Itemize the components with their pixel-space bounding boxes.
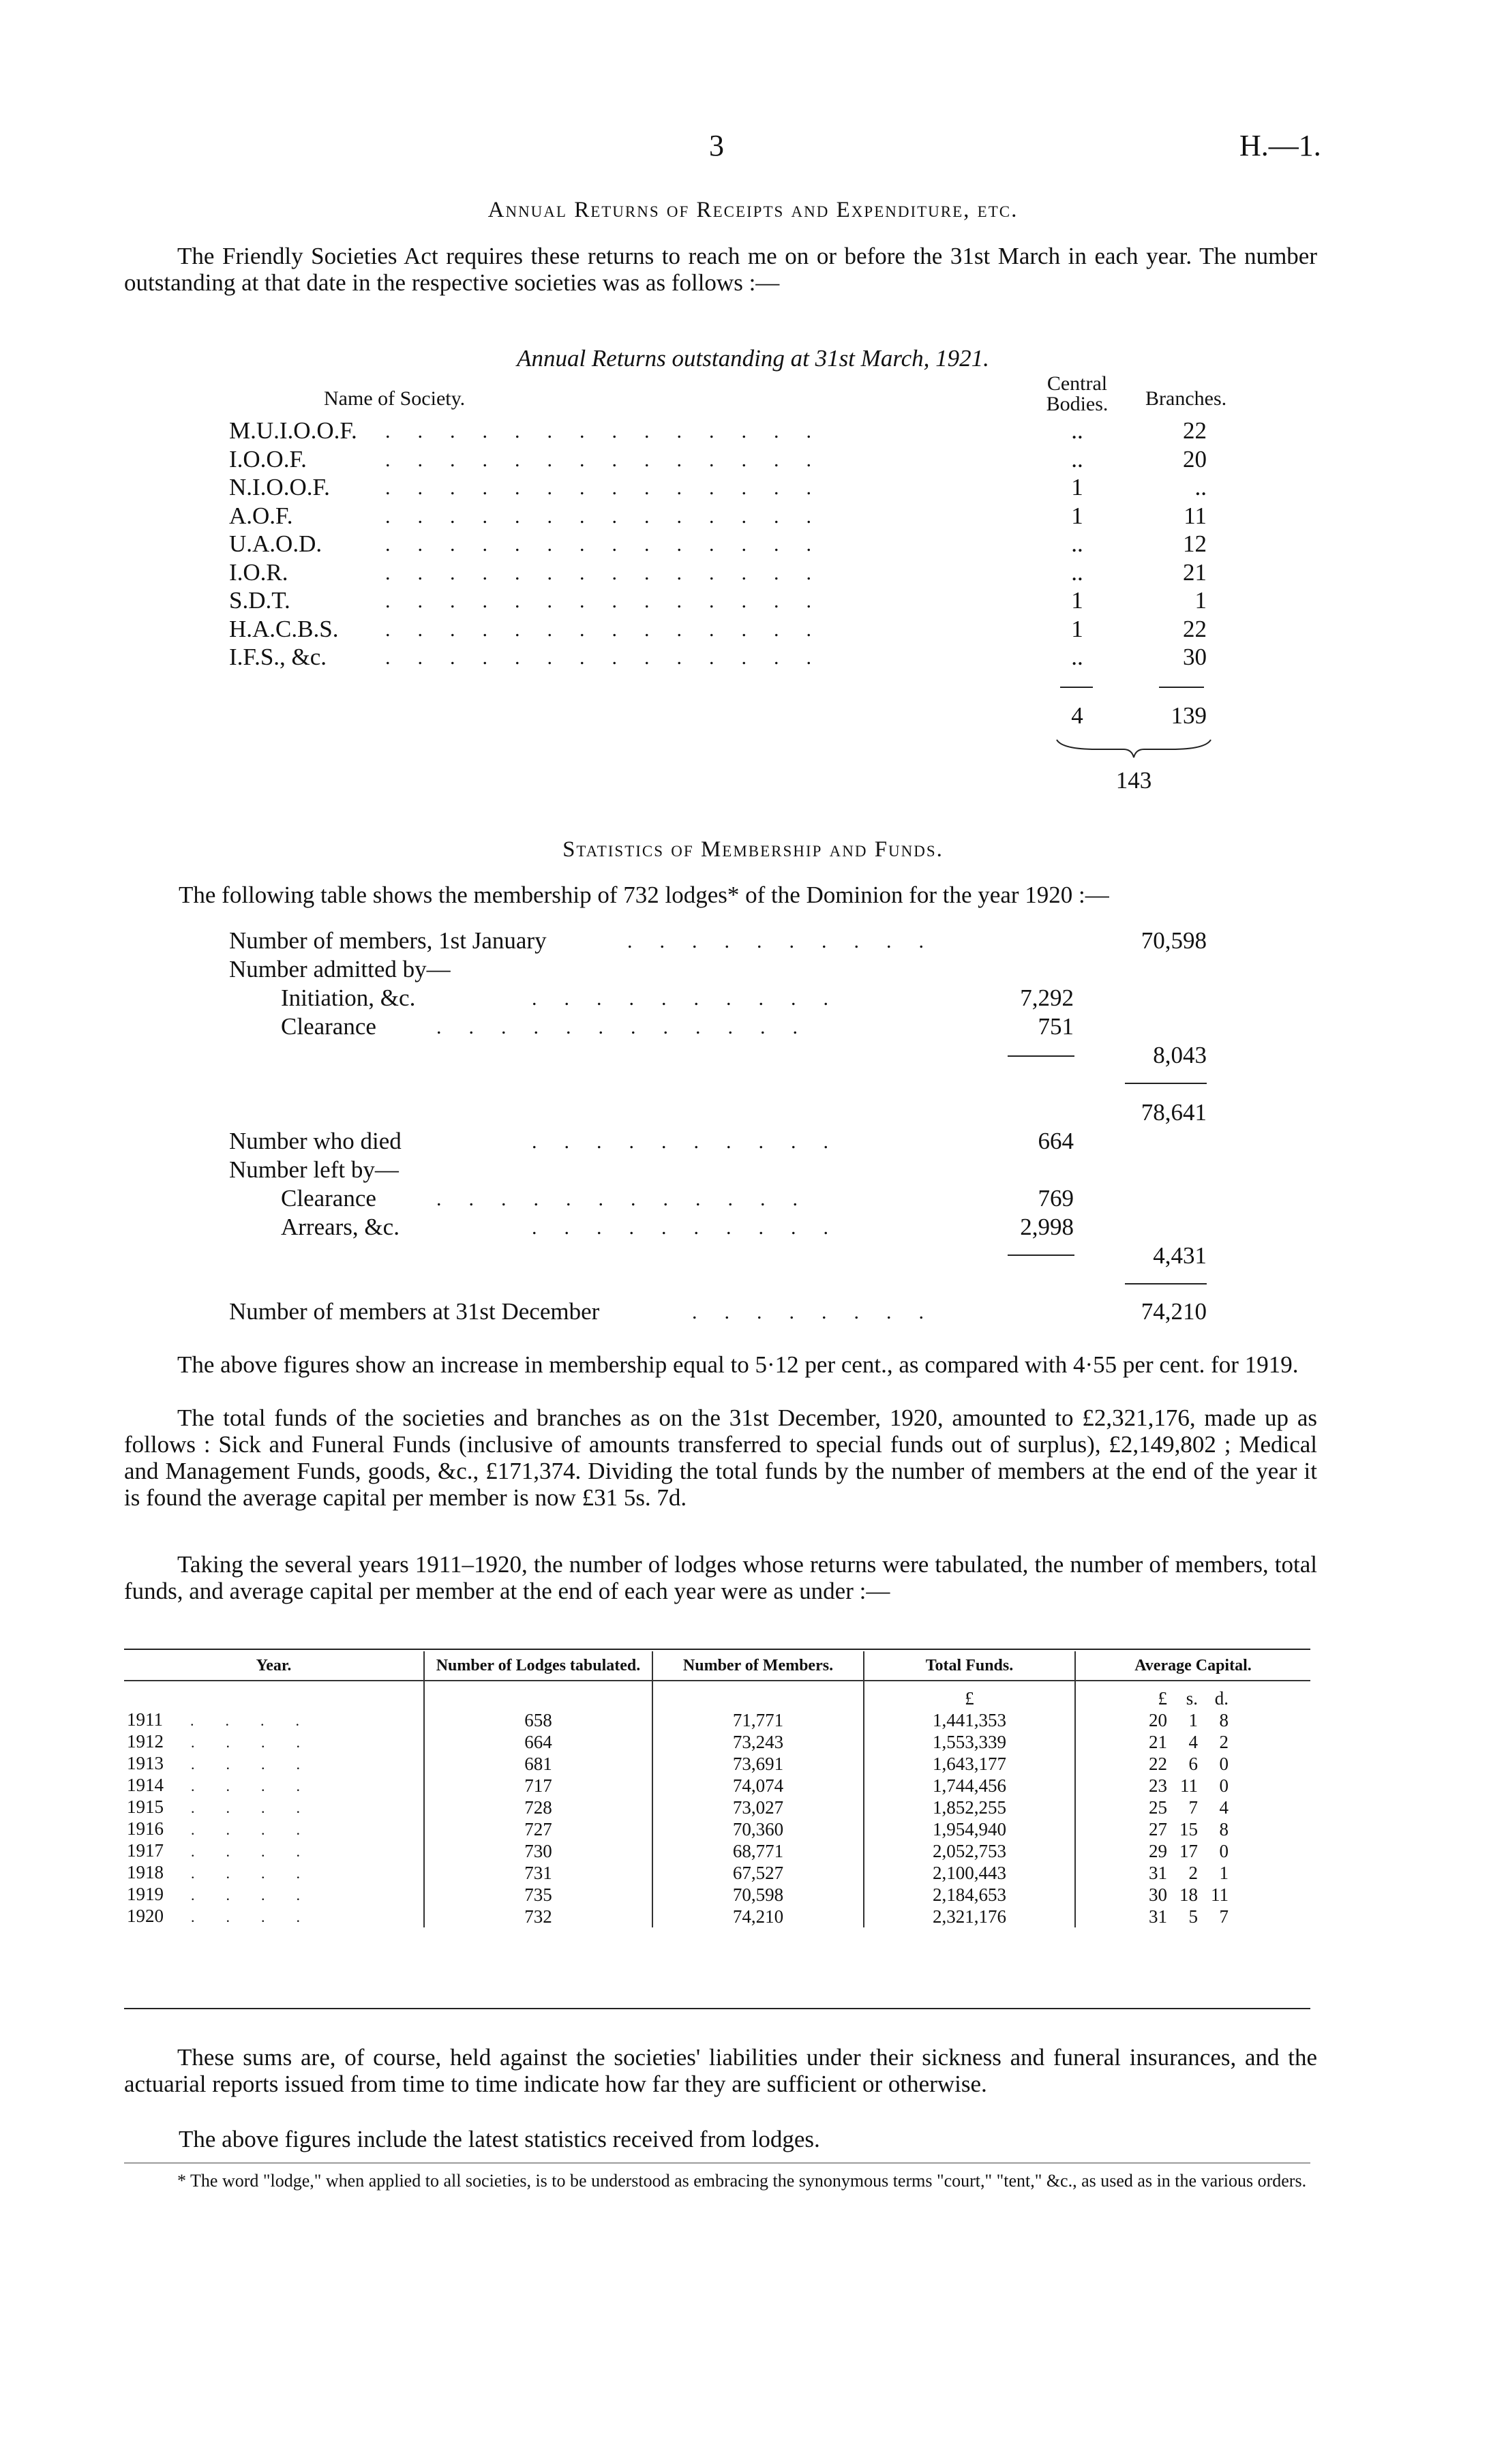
branches-value: 20 (1183, 446, 1207, 472)
grand-total: 143 (1115, 767, 1152, 794)
funds-cell: 1,643,177 (864, 1753, 1075, 1775)
avg-capital-cell (1075, 1709, 1310, 1731)
funds-table-header (124, 1651, 1310, 1681)
branches-value: 22 (1183, 616, 1207, 642)
lodges-cell: 735 (424, 1884, 652, 1906)
year-cell: 1915 (127, 1797, 164, 1817)
initiation-value: 7,292 (1020, 985, 1074, 1011)
year-cell: 1914 (127, 1775, 164, 1795)
avg-pence: 11 (1211, 1884, 1229, 1905)
paragraph-several-years: Taking the several years 1911–1920, the number of lodges whose returns were tabulated, the number of members, total funds, and average capital per member at the end of each year were as under :— (124, 1551, 1317, 1604)
dot-leader: .... (191, 1865, 331, 1882)
members-dec-value: 74,210 (1141, 1298, 1207, 1325)
table-row (124, 1709, 1310, 1731)
table-row (124, 1775, 1310, 1797)
avg-capital-cell (1075, 1797, 1310, 1818)
rule-branches-total (1159, 687, 1204, 688)
col-members: Number of Members. (652, 1651, 864, 1681)
year-cell: 1916 (127, 1818, 164, 1839)
society-name: U.A.O.D. (229, 530, 322, 557)
members-cell: 73,027 (652, 1797, 864, 1818)
dot-leader: .............. (385, 505, 839, 528)
year-cell: 1917 (127, 1840, 164, 1861)
members-jan-value: 70,598 (1141, 927, 1207, 954)
year-cell: 1912 (127, 1731, 164, 1752)
funds-cell: 1,852,255 (864, 1797, 1075, 1818)
funds-cell: 1,553,339 (864, 1731, 1075, 1753)
paragraph-total-funds: The total funds of the societies and branches as on the 31st December, 1920, amounted to £2,321,176, made up as follows : Sick and Funeral Funds (inclusive of amounts transferred to special funds out of surplus), £2,149,802 ; Medical and Management Funds, goods, &c., £171,374. Dividing the total funds by the number of members at the end of the year it is found the average capital per member is now £31 5s. 7d. (124, 1404, 1317, 1511)
funds-cell: 2,052,753 (864, 1840, 1075, 1862)
avg-capital-cell (1075, 1818, 1310, 1840)
members-cell: 73,691 (652, 1753, 864, 1775)
branches-value: 11 (1184, 502, 1207, 529)
avg-shillings: 18 (1179, 1884, 1198, 1905)
central-bodies-value: .. (1071, 530, 1083, 557)
branches-value: 22 (1183, 417, 1207, 444)
avg-capital-cell (1075, 1775, 1310, 1797)
admitted-by-label: Number admitted by— (229, 956, 451, 982)
avg-shillings: 4 (1188, 1731, 1198, 1752)
avg-capital-cell (1075, 1753, 1310, 1775)
lodges-cell: 717 (424, 1775, 652, 1797)
unit-avg-pounds: £ (1158, 1688, 1167, 1709)
avg-capital-cell (1075, 1731, 1310, 1753)
footnote: * The word "lodge," when applied to all societies, is to be understood as embracing the synonymous terms "court," "tent," &c., as used as in the various orders. (177, 2171, 1307, 2191)
avg-pence: 7 (1219, 1906, 1229, 1927)
year-cell: 1918 (127, 1862, 164, 1882)
table-row (124, 1840, 1310, 1862)
members-cell: 73,243 (652, 1731, 864, 1753)
funds-cell: 1,744,456 (864, 1775, 1075, 1797)
dot-leader: .... (191, 1887, 331, 1904)
dot-leader: .............. (385, 646, 839, 669)
lodges-cell: 664 (424, 1731, 652, 1753)
clearance-out-value: 769 (1038, 1185, 1074, 1212)
unit-avg-shillings: s. (1186, 1688, 1198, 1709)
avg-pence: 0 (1219, 1840, 1229, 1861)
lodges-cell: 731 (424, 1862, 652, 1884)
central-bodies-value: .. (1071, 644, 1083, 670)
central-bodies-value: 1 (1071, 474, 1083, 500)
unit-avg-pence: d. (1214, 1688, 1229, 1709)
dot-leader: .... (191, 1821, 331, 1838)
members-cell: 74,074 (652, 1775, 864, 1797)
funds-cell: 2,100,443 (864, 1862, 1075, 1884)
table-row (124, 1731, 1310, 1753)
died-label: Number who died (229, 1128, 402, 1154)
arrears-value: 2,998 (1020, 1214, 1074, 1240)
document-reference: H.—1. (1239, 129, 1321, 162)
year-cell: 1911 (127, 1709, 163, 1730)
col-central-line1: Central (1046, 372, 1108, 395)
central-bodies-value: 1 (1071, 587, 1083, 614)
col-lodges: Number of Lodges tabulated. (424, 1651, 652, 1681)
avg-pence: 1 (1219, 1862, 1229, 1883)
brace-total (1055, 738, 1212, 759)
initiation-label: Initiation, &c. (281, 985, 416, 1011)
funds-table-bottom-rule (124, 2008, 1310, 2009)
lodges-cell: 728 (424, 1797, 652, 1818)
col-central-bodies (1023, 374, 1132, 415)
clearance-in-value: 751 (1038, 1013, 1074, 1040)
society-name: I.F.S., &c. (229, 644, 327, 670)
central-bodies-value: 1 (1071, 616, 1083, 642)
avg-pence: 2 (1219, 1731, 1229, 1752)
central-bodies-value: .. (1071, 559, 1083, 586)
funds-table-top-rule (124, 1649, 1310, 1650)
table-row (124, 1906, 1310, 1927)
dot-leader: .... (191, 1908, 331, 1925)
total-branches: 139 (1171, 702, 1207, 729)
year-cell: 1920 (127, 1906, 164, 1926)
dot-leader: .............. (385, 449, 839, 471)
avg-pence: 0 (1219, 1775, 1229, 1796)
dot-leader: ........ (692, 1301, 951, 1323)
admitted-total: 8,043 (1153, 1042, 1207, 1068)
funds-cell: 1,441,353 (864, 1709, 1075, 1731)
annual-returns-heading: Annual Returns of Receipts and Expenditure, etc. (487, 198, 1019, 222)
society-name: I.O.O.F. (229, 446, 307, 472)
dot-leader: .............. (385, 618, 839, 641)
avg-pence: 8 (1219, 1818, 1229, 1839)
dot-leader: ............ (436, 1188, 825, 1210)
died-value: 664 (1038, 1128, 1074, 1154)
society-name: S.D.T. (229, 587, 290, 614)
branches-value: .. (1194, 474, 1207, 500)
paragraph-liabilities: These sums are, of course, held against the societies' liabilities under their sickness and funeral insurances, and the actuarial reports issued from time to time indicate how far they are sufficient or otherwise. (124, 2044, 1317, 2097)
avg-pounds: 23 (1149, 1775, 1167, 1796)
avg-capital-cell (1075, 1840, 1310, 1862)
avg-capital-cell (1075, 1862, 1310, 1884)
branches-value: 12 (1183, 530, 1207, 557)
clearance-in-label: Clearance (281, 1013, 376, 1040)
funds-cell: 1,954,940 (864, 1818, 1075, 1840)
avg-pounds: 21 (1149, 1731, 1167, 1752)
avg-capital-cell (1075, 1906, 1310, 1927)
avg-pounds: 20 (1149, 1709, 1167, 1730)
society-name: I.O.R. (229, 559, 288, 586)
members-cell: 74,210 (652, 1906, 864, 1927)
left-by-label: Number left by— (229, 1156, 399, 1183)
dot-leader: .......... (532, 987, 856, 1010)
central-bodies-value: 1 (1071, 502, 1083, 529)
table-row (124, 1884, 1310, 1906)
returns-table-title: Annual Returns outstanding at 31st March, 1921. (517, 345, 989, 372)
branches-value: 1 (1194, 587, 1207, 614)
membership-heading: Statistics of Membership and Funds. (562, 837, 944, 862)
avg-pounds: 30 (1149, 1884, 1167, 1905)
avg-shillings: 6 (1188, 1753, 1198, 1774)
members-jan-label: Number of members, 1st January (229, 927, 547, 954)
dot-leader: .... (190, 1712, 331, 1729)
col-funds: Total Funds. (864, 1651, 1075, 1681)
dot-leader: .... (191, 1777, 331, 1794)
avg-shillings: 1 (1188, 1709, 1198, 1730)
funds-cell: 2,184,653 (864, 1884, 1075, 1906)
table-row (124, 1862, 1310, 1884)
rule-final (1125, 1283, 1207, 1284)
avg-shillings: 2 (1188, 1862, 1198, 1883)
avg-shillings: 5 (1188, 1906, 1198, 1927)
annual-returns-intro: The Friendly Societies Act requires these returns to reach me on or before the 31st March in each year. The number outstanding at that date in the respective societies was as follows :— (124, 243, 1317, 296)
central-bodies-value: .. (1071, 446, 1083, 472)
col-society-name: Name of Society. (324, 387, 466, 410)
clearance-out-label: Clearance (281, 1185, 376, 1212)
table-row (124, 1753, 1310, 1775)
dot-leader: .... (191, 1734, 331, 1751)
central-bodies-value: .. (1071, 417, 1083, 444)
rule-admitted (1008, 1055, 1074, 1057)
avg-pence: 0 (1219, 1753, 1229, 1774)
lodges-cell: 732 (424, 1906, 652, 1927)
society-name: A.O.F. (229, 502, 293, 529)
rule-central-total (1060, 687, 1093, 688)
year-cell: 1913 (127, 1753, 164, 1773)
members-cell: 71,771 (652, 1709, 864, 1731)
avg-capital-cell (1075, 1884, 1310, 1906)
dot-leader: .............. (385, 533, 839, 556)
rule-left (1008, 1254, 1074, 1256)
dot-leader: .... (191, 1843, 331, 1860)
lodges-cell: 730 (424, 1840, 652, 1862)
subtotal-value: 78,641 (1141, 1099, 1207, 1126)
avg-pounds: 22 (1149, 1753, 1167, 1774)
members-cell: 70,598 (652, 1884, 864, 1906)
dot-leader: .......... (532, 1130, 856, 1153)
funds-table-body (124, 1681, 1310, 1927)
year-cell: 1919 (127, 1884, 164, 1904)
left-total: 4,431 (1153, 1242, 1207, 1269)
avg-pounds: 31 (1149, 1862, 1167, 1883)
dot-leader: .... (191, 1799, 331, 1816)
funds-table (124, 1651, 1310, 1927)
avg-pounds: 25 (1149, 1797, 1167, 1818)
col-central-line2: Bodies. (1046, 393, 1109, 415)
members-cell: 70,360 (652, 1818, 864, 1840)
dot-leader: .......... (627, 930, 951, 952)
members-cell: 67,527 (652, 1862, 864, 1884)
arrears-label: Arrears, &c. (281, 1214, 400, 1240)
society-name: M.U.I.O.O.F. (229, 417, 357, 444)
col-branches: Branches. (1145, 387, 1227, 410)
paragraph-latest-statistics: The above figures include the latest statistics received from lodges. (179, 2126, 820, 2152)
branches-value: 30 (1183, 644, 1207, 670)
avg-pounds: 27 (1149, 1818, 1167, 1839)
society-name: H.A.C.B.S. (229, 616, 339, 642)
lodges-cell: 681 (424, 1753, 652, 1775)
paragraph-increase: The above figures show an increase in membership equal to 5·12 per cent., as compared with 4·55 per cent. for 1919. (177, 1351, 1299, 1378)
dot-leader: .............. (385, 420, 839, 442)
avg-pounds: 29 (1149, 1840, 1167, 1861)
col-avg-capital: Average Capital. (1075, 1651, 1310, 1681)
avg-shillings: 11 (1180, 1775, 1198, 1796)
avg-pence: 8 (1219, 1709, 1229, 1730)
col-year: Year. (124, 1651, 424, 1681)
dot-leader: ............ (436, 1016, 825, 1038)
unit-pounds: £ (864, 1681, 1075, 1709)
avg-shillings: 17 (1179, 1840, 1198, 1861)
members-cell: 68,771 (652, 1840, 864, 1862)
lodges-cell: 658 (424, 1709, 652, 1731)
avg-pounds: 31 (1149, 1906, 1167, 1927)
membership-intro: The following table shows the membership of 732 lodges* of the Dominion for the year 1920 :— (179, 882, 1109, 908)
dot-leader: .............. (385, 477, 839, 499)
table-row (124, 1818, 1310, 1840)
lodges-cell: 727 (424, 1818, 652, 1840)
table-row (124, 1797, 1310, 1818)
dot-leader: .......... (532, 1216, 856, 1239)
funds-cell: 2,321,176 (864, 1906, 1075, 1927)
society-name: N.I.O.O.F. (229, 474, 330, 500)
dot-leader: .... (191, 1756, 331, 1773)
rule-subtotal (1125, 1083, 1207, 1084)
branches-value: 21 (1183, 559, 1207, 586)
dot-leader: .............. (385, 562, 839, 584)
avg-shillings: 15 (1179, 1818, 1198, 1839)
avg-shillings: 7 (1188, 1797, 1198, 1818)
avg-pence: 4 (1219, 1797, 1229, 1818)
units-row (124, 1681, 1310, 1709)
members-dec-label: Number of members at 31st December (229, 1298, 600, 1325)
page-number: 3 (709, 129, 724, 162)
total-central: 4 (1071, 702, 1083, 729)
dot-leader: .............. (385, 590, 839, 612)
